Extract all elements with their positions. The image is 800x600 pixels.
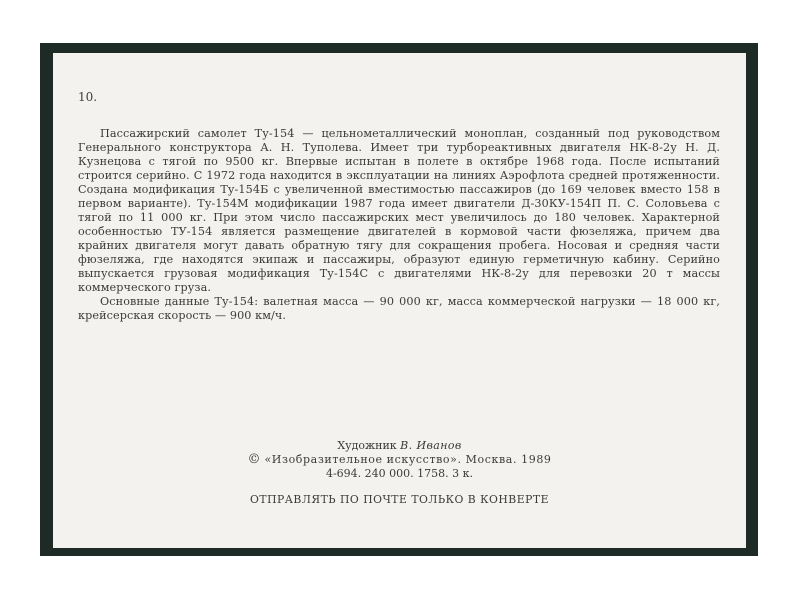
mail-instruction: ОТПРАВЛЯТЬ ПО ПОЧТЕ ТОЛЬКО В КОНВЕРТЕ xyxy=(250,493,549,506)
print-info: 4-694. 240 000. 1758. 3 к. xyxy=(325,467,474,480)
description-paragraph-1: Пассажирский самолет Ту-154 — цельнометаллический моноплан, созданный под руководством Генерального конструктора А. Н. Туполева. Имеет три турбореактивных двигателя НК-8-2у Н. Д. Кузнецова с тягой по 9500 кг. Впервые испытан в полете в октябре 1968 года. После испытаний строится серийно. С 1972 года находится в эксплуатации на линиях Аэрофлота средней протяженности. Создана модификация Ту-154Б с увеличенной вместимостью пассажиров (до 169 человек вместо 158 в первом варианте). Ту-154М модификации 1987 года имеет двигатели Д-30КУ-154П П. С. Соловьева с тягой по 11 000 кг. При этом число пассажирских мест увеличилось до 180 человек. Характерной особенностью ТУ-154 является размещение двигателей в кормовой части фюзеляжа, причем два крайних двигателя могут давать обратную тягу для сокращения пробега. Носовая и средняя части фюзеляжа, где находятся экипаж и пассажиры, образуют единую герметичную кабину. Серийно выпускается грузовая модификация Ту-154С с двигателями НК-8-2у для перевозки 20 т массы коммерческого груза. xyxy=(78,127,720,294)
imprint xyxy=(53,439,746,507)
description-text xyxy=(78,127,720,323)
publisher-line xyxy=(53,453,746,467)
description-paragraph-2: Основные данные Ту-154: валетная масса — 90 000 кг, масса коммерческой нагрузки — 18 000 кг, крейсерская скорость — 900 км/ч. xyxy=(78,295,720,322)
page-number: 10. xyxy=(78,90,98,104)
postcard-back xyxy=(53,53,746,548)
publisher-text: «Изобразительное искусство». Москва. 1989 xyxy=(264,453,552,466)
copyright-icon: © xyxy=(247,452,261,467)
artist-name: В. Иванов xyxy=(400,439,462,452)
artist-credit xyxy=(53,439,746,453)
artist-label: Художник xyxy=(337,439,397,452)
